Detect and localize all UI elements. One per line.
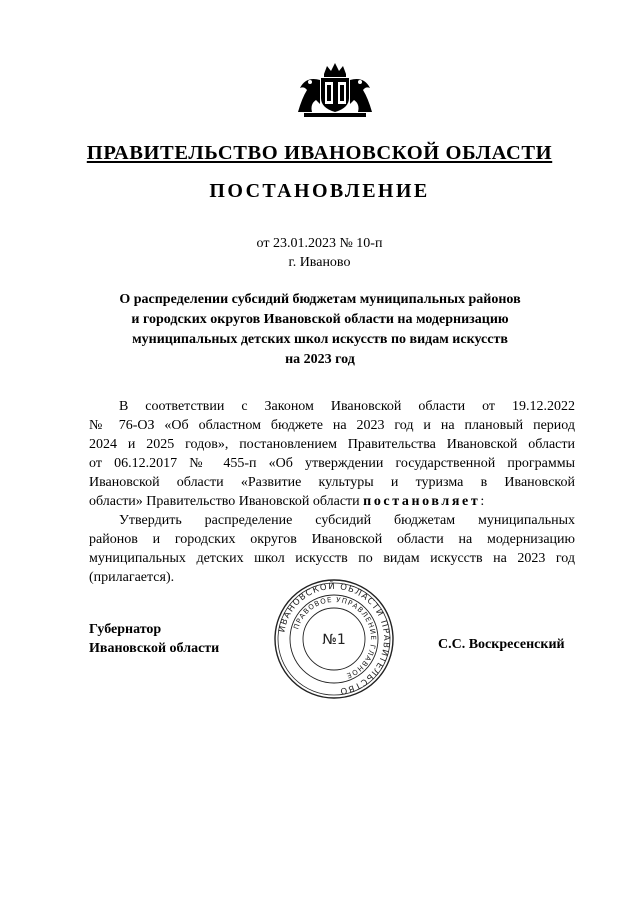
position-line: Губернатор [89, 622, 162, 637]
subject-line: муниципальных детских школ искусств по видам искусств [132, 332, 508, 347]
body-line: от 06.12.2017 № 455-п «Об утверждении государственной программы [89, 456, 575, 471]
official-stamp [273, 578, 395, 700]
body-line: муниципальных детских школ искусств по видам искусств на 2023 год [89, 551, 575, 566]
body-line: Утвердить распределение субсидий бюджетам муниципальных [119, 513, 575, 528]
stamp-outer-text: ИВАНОВСКОЙ ОБЛАСТИ ПРАВИТЕЛЬСТВО [277, 581, 392, 696]
body-line: № 76-ОЗ «Об областном бюджете на 2023 год и на плановый период [89, 418, 575, 433]
document-subject [90, 290, 550, 370]
coat-of-arms-emblem [294, 60, 376, 118]
body-text-fragment: области» Правительство Ивановской области [89, 494, 364, 509]
date-number-line: от 23.01.2023 № 10-п [256, 236, 383, 251]
body-line: В соответствии с Законом Ивановской области от 19.12.2022 [119, 399, 575, 414]
subject-line: и городских округов Ивановской области на модернизацию [131, 312, 509, 327]
document-type-title: ПОСТАНОВЛЕНИЕ [209, 180, 430, 202]
organization-title: ПРАВИТЕЛЬСТВО ИВАНОВСКОЙ ОБЛАСТИ [86, 142, 553, 164]
signatory-name: С.С. Воскресенский [438, 637, 565, 652]
place-line: г. Иваново [288, 255, 351, 270]
signatory-position [89, 620, 219, 658]
resolves-word: постановляет [363, 494, 481, 509]
body-line: 2024 и 2025 годов», постановлением Правительства Ивановской области [89, 437, 575, 452]
colon: : [480, 494, 485, 509]
stamp-center-number: №1 [322, 632, 346, 648]
stamp-inner-text: ПРАВОВОЕ УПРАВЛЕНИЕ ГЛАВНОЕ [292, 595, 378, 680]
body-line: (прилагается). [89, 570, 175, 585]
subject-line: на 2023 год [285, 352, 355, 367]
subject-line: О распределении субсидий бюджетам муниципальных районов [119, 292, 521, 307]
body-line: районов и городских округов Ивановской области на модернизацию [89, 532, 575, 547]
document-body [89, 397, 575, 587]
position-line: Ивановской области [89, 641, 220, 656]
body-line: Ивановской области «Развитие культуры и туризма в Ивановской [89, 475, 575, 490]
body-line-resolution [89, 492, 575, 511]
